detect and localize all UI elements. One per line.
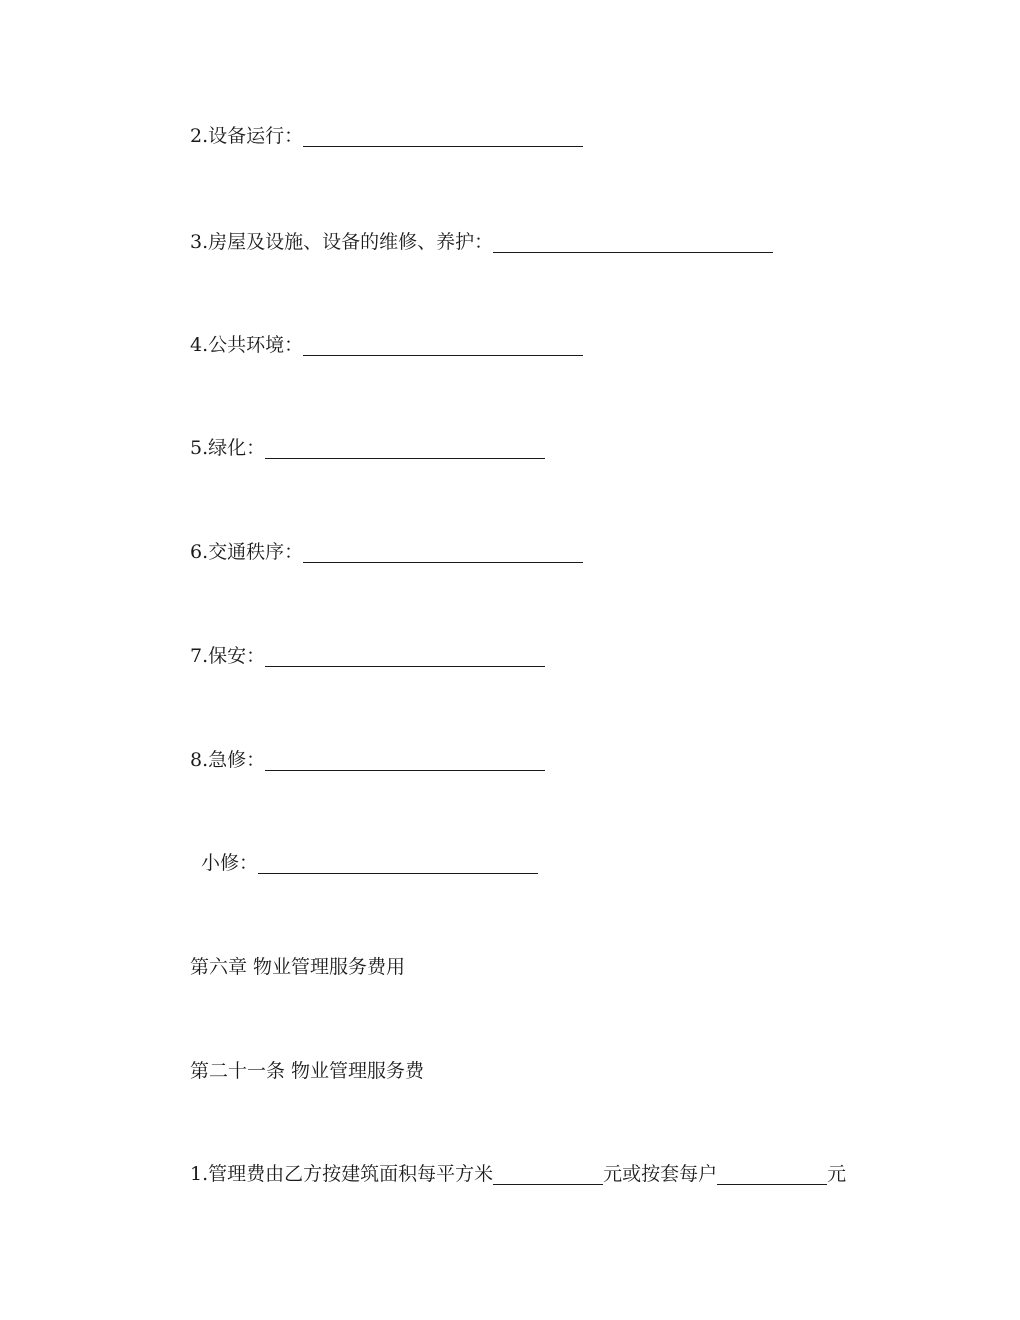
item-label: 4.公共环境： bbox=[190, 334, 304, 356]
item-label: 2.设备运行： bbox=[190, 125, 304, 147]
item-equipment-operation bbox=[190, 118, 583, 148]
item-label: 5.绿化： bbox=[190, 437, 266, 459]
clause-text-part2: 元或按套每户 bbox=[603, 1163, 718, 1185]
fill-blank[interactable] bbox=[265, 438, 545, 459]
article-heading bbox=[190, 1053, 424, 1083]
item-traffic-order bbox=[190, 534, 583, 564]
item-label: 6.交通秩序： bbox=[190, 541, 304, 563]
fill-blank[interactable] bbox=[303, 126, 583, 147]
item-label: 小修： bbox=[201, 852, 259, 874]
fill-blank[interactable] bbox=[303, 542, 583, 563]
item-minor-repair bbox=[190, 845, 538, 875]
fill-blank[interactable] bbox=[493, 232, 773, 253]
fill-blank[interactable] bbox=[303, 335, 583, 356]
chapter-heading bbox=[190, 949, 405, 979]
clause-management-fee bbox=[190, 1156, 846, 1186]
item-building-maintenance bbox=[190, 224, 773, 254]
fill-blank[interactable] bbox=[265, 750, 545, 771]
item-label: 8.急修： bbox=[190, 749, 266, 771]
item-label: 7.保安： bbox=[190, 645, 266, 667]
clause-text-part1: 1.管理费由乙方按建筑面积每平方米 bbox=[190, 1163, 494, 1185]
chapter-title: 第六章 物业管理服务费用 bbox=[190, 956, 406, 978]
item-greening bbox=[190, 430, 545, 460]
fee-per-sqm-blank[interactable] bbox=[493, 1164, 603, 1185]
fill-blank[interactable] bbox=[265, 646, 545, 667]
fee-per-unit-blank[interactable] bbox=[717, 1164, 827, 1185]
item-public-environment bbox=[190, 327, 583, 357]
item-security bbox=[190, 638, 545, 668]
clause-text-part3: 元 bbox=[827, 1163, 847, 1185]
item-emergency-repair bbox=[190, 742, 545, 772]
article-title: 第二十一条 物业管理服务费 bbox=[190, 1060, 425, 1082]
fill-blank[interactable] bbox=[258, 853, 538, 874]
item-label: 3.房屋及设施、设备的维修、养护： bbox=[190, 231, 494, 253]
